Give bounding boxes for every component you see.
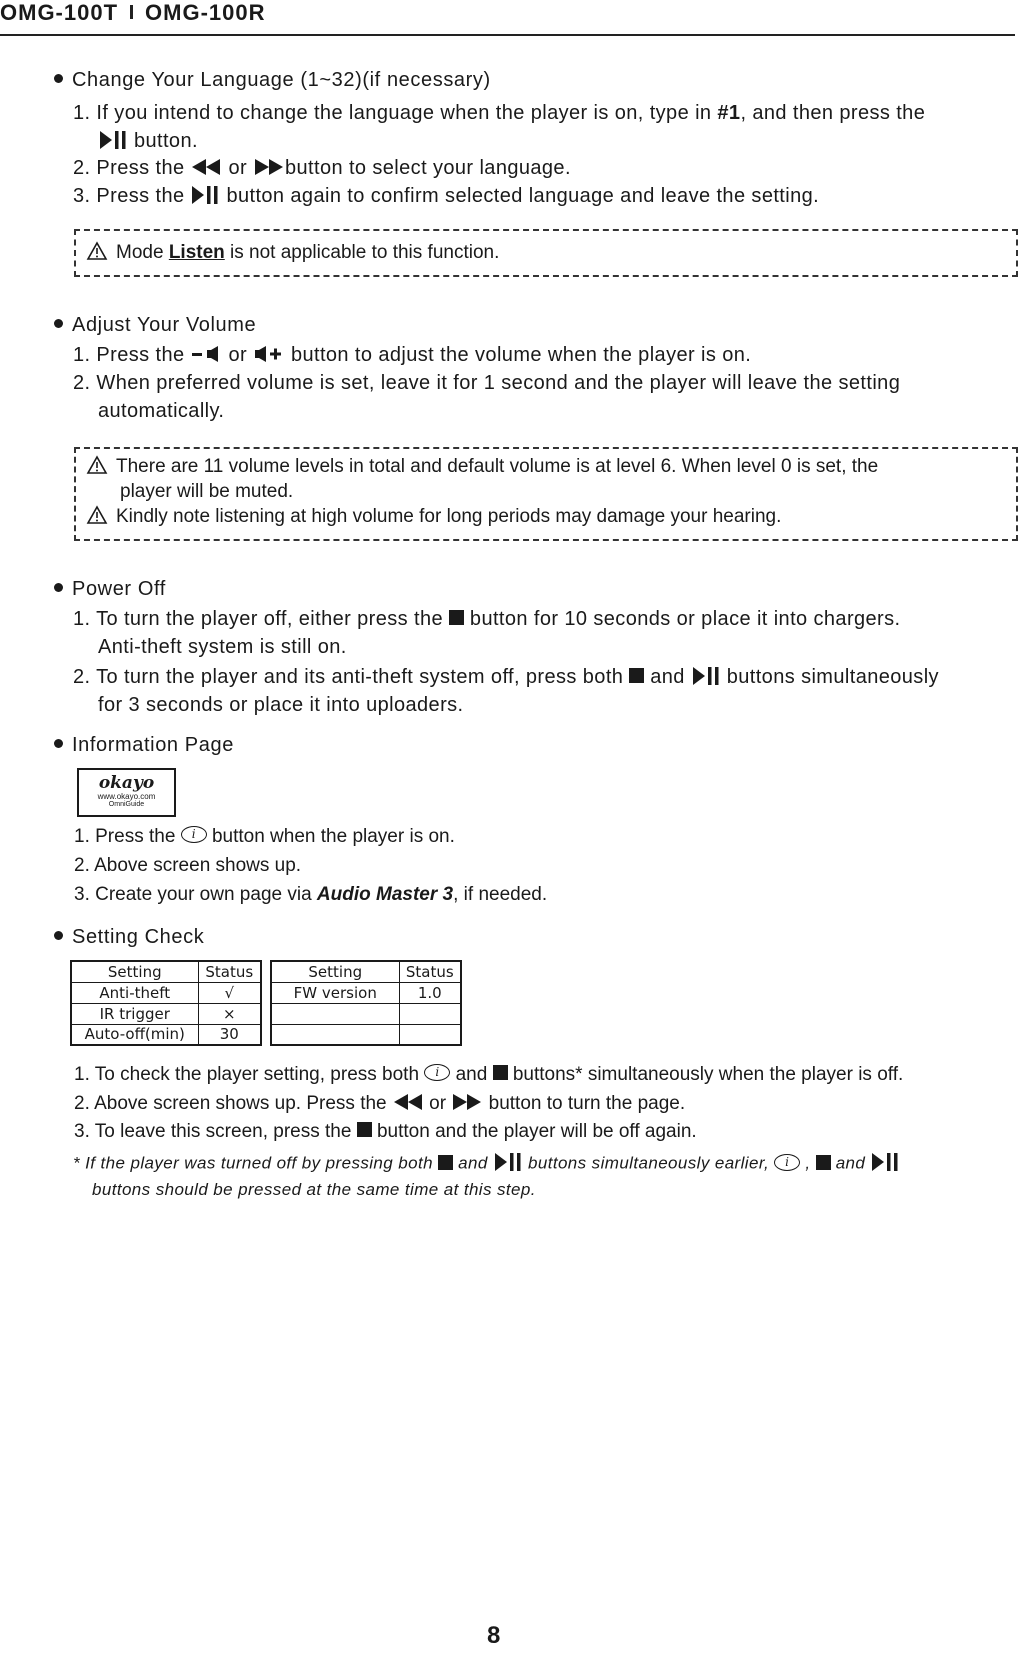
- table-row: [271, 982, 461, 1003]
- stop-icon: [357, 1122, 372, 1137]
- stop-icon: [493, 1065, 508, 1080]
- table-cell: Anti-theft: [71, 982, 198, 1003]
- table-row: [271, 1003, 461, 1024]
- info-icon: i: [774, 1154, 800, 1171]
- model-right: OMG-100R: [145, 0, 266, 25]
- play-pause-icon: [691, 665, 721, 687]
- table-cell: [271, 1024, 399, 1045]
- setting-table-2: [270, 960, 462, 1046]
- info-icon: i: [424, 1064, 450, 1081]
- power-step-1: 1. To turn the player off, either press the button for 10 seconds or place it into chargers.: [73, 608, 901, 630]
- mode-listen: Listen: [168, 242, 225, 263]
- power-step-1-cont: Anti-theft system is still on.: [98, 636, 347, 658]
- table-cell: √: [198, 982, 261, 1003]
- table-header-cell: Setting: [71, 961, 198, 982]
- setting-step-3: 3. To leave this screen, press the button and the player will be off again.: [74, 1121, 697, 1142]
- table-row: [271, 1024, 461, 1045]
- okayo-logo: okayo: [98, 773, 155, 793]
- volume-step-2-cont: automatically.: [98, 400, 225, 422]
- table-header-cell: Status: [399, 961, 461, 982]
- language-step-1-cont: button.: [98, 127, 198, 155]
- power-step-2: 2. To turn the player and its anti-theft system off, press both and buttons simultaneously: [73, 666, 939, 688]
- page-number: 8: [487, 1622, 501, 1649]
- table-cell: IR trigger: [71, 1003, 198, 1024]
- play-pause-icon: [98, 129, 128, 151]
- table-row: [71, 1003, 261, 1024]
- info-step-1: 1. Press the i button when the player is on.: [74, 826, 455, 847]
- table-cell: 30: [198, 1024, 261, 1045]
- header-separator: [130, 5, 133, 19]
- bullet-icon: [54, 583, 63, 592]
- rewind-icon: [190, 157, 222, 177]
- section-title-info: Information Page: [54, 734, 234, 757]
- info-screen-preview: [77, 768, 176, 817]
- table-row: [71, 982, 261, 1003]
- audio-master-app: Audio Master 3: [316, 884, 454, 905]
- warning-icon: [86, 241, 108, 261]
- fast-forward-icon: [451, 1092, 483, 1112]
- stop-icon: [629, 668, 644, 683]
- volume-down-icon: [190, 344, 222, 364]
- play-pause-icon: [870, 1151, 900, 1173]
- page-header: [0, 0, 1015, 36]
- language-note-box: [74, 229, 1018, 277]
- power-step-2-cont: for 3 seconds or place it into uploaders.: [98, 694, 464, 716]
- section-title-language: Change Your Language (1~32)(if necessary): [54, 69, 491, 92]
- setting-footnote-cont: buttons should be pressed at the same time at this step.: [92, 1180, 536, 1199]
- volume-note-1: There are 11 volume levels in total and default volume is at level 6. When level 0 is set, the: [86, 456, 878, 478]
- section-title-power: Power Off: [54, 578, 166, 601]
- info-step-2: 2. Above screen shows up.: [74, 855, 302, 876]
- bullet-icon: [54, 74, 63, 83]
- setting-step-2: 2. Above screen shows up. Press the or button to turn the page.: [74, 1093, 686, 1114]
- table-header-cell: Setting: [271, 961, 399, 982]
- stop-icon: [816, 1155, 831, 1170]
- table-row: [71, 1024, 261, 1045]
- language-step-2: 2. Press the or button to select your language.: [73, 157, 571, 179]
- warning-icon: [86, 505, 108, 525]
- info-step-3: 3. Create your own page via Audio Master 3, if needed.: [74, 884, 548, 905]
- stop-icon: [438, 1155, 453, 1170]
- warning-icon: [86, 455, 108, 475]
- volume-step-1: 1. Press the or button to adjust the volume when the player is on.: [73, 344, 752, 366]
- setting-footnote: * If the player was turned off by pressing both and buttons simultaneously earlier, i , and: [73, 1153, 900, 1175]
- model-left: OMG-100T: [0, 0, 119, 25]
- setting-step-1: 1. To check the player setting, press both i and buttons* simultaneously when the player is off.: [74, 1064, 904, 1085]
- bullet-icon: [54, 739, 63, 748]
- bullet-icon: [54, 931, 63, 940]
- bullet-icon: [54, 319, 63, 328]
- table-header-row: [71, 961, 261, 982]
- volume-note-box: [74, 447, 1018, 541]
- stop-icon: [449, 610, 464, 625]
- table-cell: ×: [198, 1003, 261, 1024]
- table-cell: FW version: [271, 982, 399, 1003]
- table-cell: 1.0: [399, 982, 461, 1003]
- play-pause-icon: [190, 184, 220, 206]
- section-title-setting: Setting Check: [54, 926, 204, 949]
- language-step-1: 1. If you intend to change the language when the player is on, type in #1, and then press the: [73, 102, 926, 124]
- fast-forward-icon: [253, 157, 285, 177]
- table-header-cell: Status: [198, 961, 261, 982]
- volume-note-1-cont: player will be muted.: [120, 481, 294, 502]
- language-note: Mode Listen is not applicable to this function.: [86, 242, 499, 264]
- table-cell: [399, 1003, 461, 1024]
- table-cell: [271, 1003, 399, 1024]
- header-title: [0, 0, 266, 26]
- section-title-volume: Adjust Your Volume: [54, 314, 256, 337]
- language-step-3: 3. Press the button again to confirm selected language and leave the setting.: [73, 185, 820, 207]
- logo-guide: OmniGuide: [108, 801, 145, 808]
- volume-up-icon: [253, 344, 285, 364]
- volume-note-2: Kindly note listening at high volume for long periods may damage your hearing.: [86, 506, 781, 528]
- info-icon: i: [181, 826, 207, 843]
- logo-url: www.okayo.com: [97, 792, 156, 801]
- table-cell: [399, 1024, 461, 1045]
- table-cell: Auto-off(min): [71, 1024, 198, 1045]
- rewind-icon: [392, 1092, 424, 1112]
- play-pause-icon: [493, 1151, 523, 1173]
- setting-table-1: [70, 960, 262, 1046]
- volume-step-2: 2. When preferred volume is set, leave it for 1 second and the player will leave the setting: [73, 372, 901, 394]
- table-header-row: [271, 961, 461, 982]
